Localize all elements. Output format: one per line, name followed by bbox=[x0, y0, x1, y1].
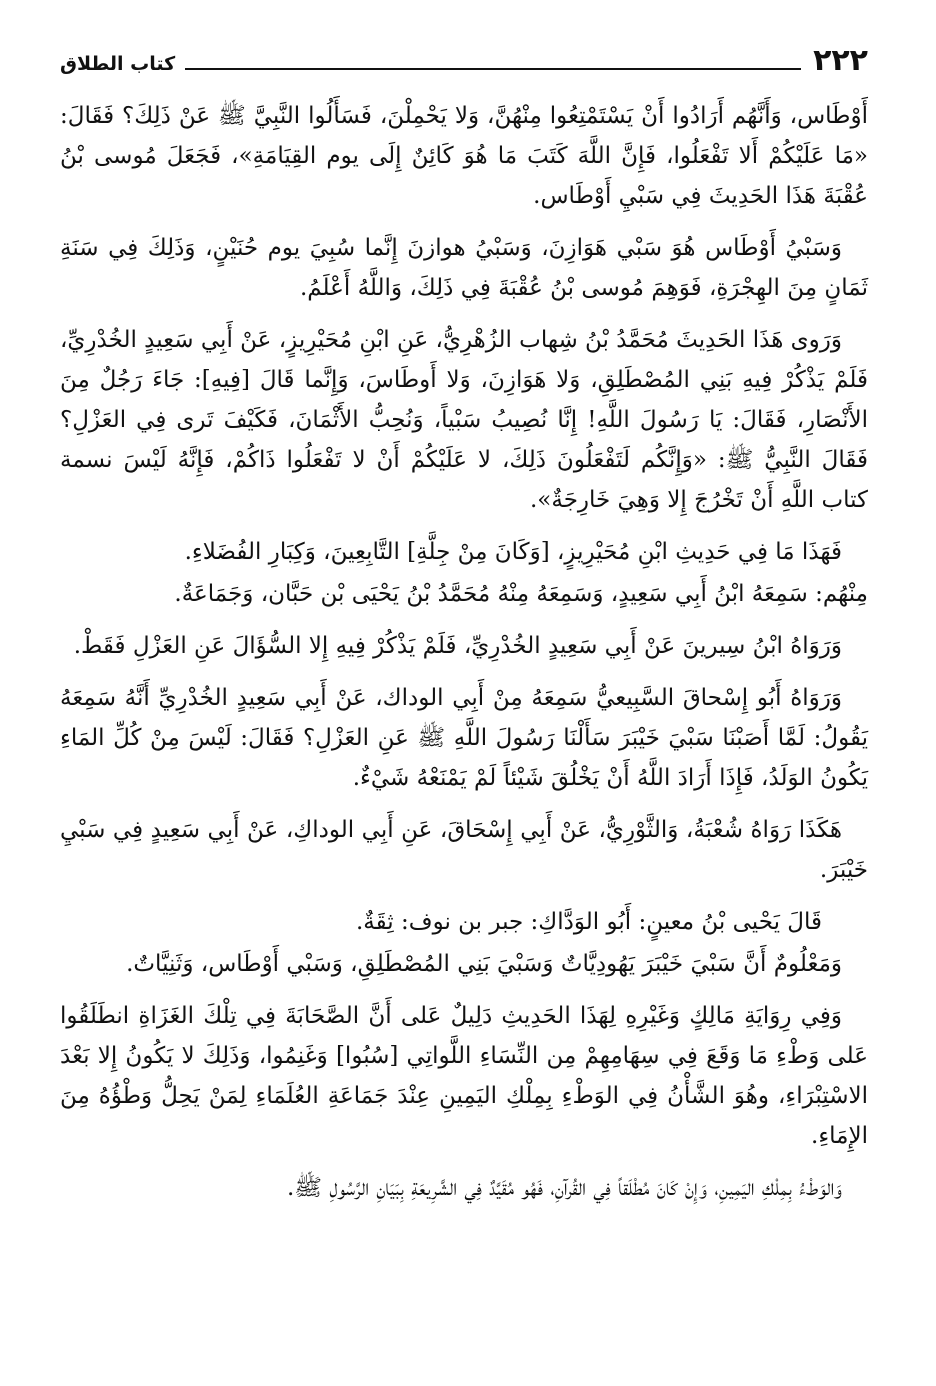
paragraph: هَكَذَا رَوَاهُ شُعْبَةُ، وَالثَّوْرِيُّ، عَنْ أَبِي إِسْحَاقَ، عَنِ أَبِي الوداكِ، عَنْ أَبِي سَعِيدٍ فِي سَبْيِ خَيْبَرَ. bbox=[60, 817, 868, 883]
paragraph: وَرَوَاهُ أَبُو إِسْحاقَ السَّبِيعيُّ سَمِعَهُ مِنْ أَبِي الوداك، عَنْ أَبِي سَعِيدٍ الخُدْرِيِّ أَنَّهُ سَمِعَهُ يَقُولُ: لَمَّا أَصَبْنَا سَبْيَ خَيْبَرَ سَأَلْنَا رَسُولَ اللَّهِ ﷺ عَنِ العَزْلِ؟ فَقَالَ: لَيْسَ مِنْ كُلِّ المَاءِ يَكُونُ الوَلَدُ، فَإِذَا أَرَادَ اللَّهُ أَنْ يَخْلُقَ شَيْئاً لَمْ يَمْنَعْهُ شَيْءٌ. bbox=[60, 685, 868, 791]
page-number: ٢٢٢ bbox=[813, 43, 868, 78]
header-rule bbox=[185, 68, 801, 70]
paragraph: مِنْهُم: سَمِعَهُ ابْنُ أَبِي سَعِيدٍ، وَسَمِعَهُ مِنْهُ مُحَمَّدُ بْنُ يَحْيَى بْن حَبَّان، وَجَمَاعَةٌ. bbox=[174, 581, 868, 607]
page-header bbox=[60, 36, 868, 76]
page-body bbox=[60, 96, 868, 1356]
paragraph: وَالوَطْءُ بِمِلْكِ اليَمِينِ، وَإِنْ كَانَ مُطْلَقاً فِي القُرآنِ، فَهُو مُقَيَّدٌ فِي الشَّرِيعَةِ بِبَيَانِ الرَّسُولِ ﷺ. bbox=[287, 1175, 842, 1201]
paragraph: وَسَبْيُ أَوْطَاس هُوَ سَبْي هَوَازِنَ، وَسَبْيُ هوازنَ إِنَّما سُبِيَ يوم حُنَيْنٍ، وَذَلِكَ فِي سَنَةِ ثَمَانٍ مِنَ الهِجْرَةِ، فَوَهِمَ مُوسى بْنُ عُقْبَةَ فِي ذَلِكَ، وَاللَّهُ أَعْلَمُ. bbox=[60, 235, 868, 301]
paragraph: قَالَ يَحْيى بْنُ معينٍ: أَبُو الوَدَّاكِ: جبر بن نوف: ثِقَةٌ. bbox=[356, 909, 822, 935]
paragraph: أَوْطَاس، وَأَنَّهُم أَرَادُوا أَنْ يَسْتَمْتِعُوا مِنْهُنَّ، وَلا يَحْمِلْنَ، فَسَأَلُوا النَّبِيَّ ﷺ عَنْ ذَلِكَ؟ فَقَالَ: «مَا عَلَيْكُمْ أَلا تَفْعَلُوا، فَإِنَّ اللَّهَ كَتَبَ مَا هُوَ كَائِنٌ إِلَى يوم القِيَامَةِ»، فَجَعَلَ مُوسى بْنُ عُقْبَةَ هَذَا الحَدِيثَ فِي سَبْيِ أَوْطَاس. bbox=[60, 103, 868, 209]
paragraph: وَرَوى هَذَا الحَدِيثَ مُحَمَّدُ بْنُ شِهاب الزُهْرِيُّ، عَنِ ابْنِ مُحَيْرِيزٍ، عَنْ أَبِي سَعِيدٍ الخُدْرِيِّ، فَلَمْ يَذْكُرْ فِيهِ بَنِي المُصْطَلِقِ، وَلا هَوَازِنَ، وَلا أَوطَاسَ، وَإِنَّما قَالَ [فِيهِ]: جَاءَ رَجُلٌ مِنَ الأَنْصَارِ، فَقَالَ: يَا رَسُولَ اللَّهِ! إِنَّا نُصِيبُ سَبْياً، وَنُحِبُّ الأَثْمَانَ، فَكَيْفَ تَرى فِي العَزْلِ؟ فَقَالَ النَّبِيُّ ﷺ: «وَإِنَّكُم لَتَفْعَلُونَ ذَلِكَ، لا عَلَيْكُمْ أَنْ لا تَفْعَلُوا ذَاكُمْ، فَإِنَّهُ لَيْسَ نسمة كتاب اللَّهِ أَنْ تَخْرُجَ إِلا وَهِيَ خَارِجَةٌ». bbox=[60, 327, 868, 513]
paragraph: فَهَذَا مَا فِي حَدِيثِ ابْنِ مُحَيْرِيزٍ، [وَكَانَ مِنْ جِلَّةِ] التَّابِعِينَ، وَكِبَارِ الفُضَلاءِ. bbox=[184, 539, 842, 565]
paragraph: وَفِي رِوَايَةِ مَالِكٍ وَغَيْرِهِ لِهَذَا الحَدِيثِ دَلِيلٌ عَلى أَنَّ الصَّحَابَةَ فِي تِلْكَ الغَزَاةِ انطَلَقُوا عَلى وَطْءِ مَا وَقَعَ فِي سِهَامِهِمْ مِن النِّسَاءِ اللَّواتِي [سُبُوا] وَغَنِمُوا، وَذَلِكَ لا يَكُونُ إِلا بَعْدَ الاسْتِبْرَاءِ، وهُوَ الشَّأْنُ فِي الوَطْءِ بِمِلْكِ اليَمِينِ عِنْدَ جَمَاعَةِ العُلَمَاءِ لِمَنْ يَحِلُّ وَطْؤُهُ مِنَ الإِمَاءِ. bbox=[60, 1003, 868, 1149]
running-title: كتاب الطلاق bbox=[60, 53, 176, 75]
paragraph: وَمَعْلُومٌ أَنَّ سَبْيَ خَيْبَرَ يَهُودِيَّاتٌ وَسَبْيَ بَنِي المُصْطَلِقِ، وَسَبْي أَوْطَاس، وَثَنِيَّاتٌ. bbox=[126, 951, 842, 977]
paragraph: وَرَوَاهُ ابْنُ سِيرينَ عَنْ أَبِي سَعِيدٍ الخُدْرِيِّ، فَلَمْ يَذْكُرْ فِيهِ إِلا السُّؤَالَ عَنِ العَزْلِ فَقَطْ. bbox=[73, 633, 842, 659]
